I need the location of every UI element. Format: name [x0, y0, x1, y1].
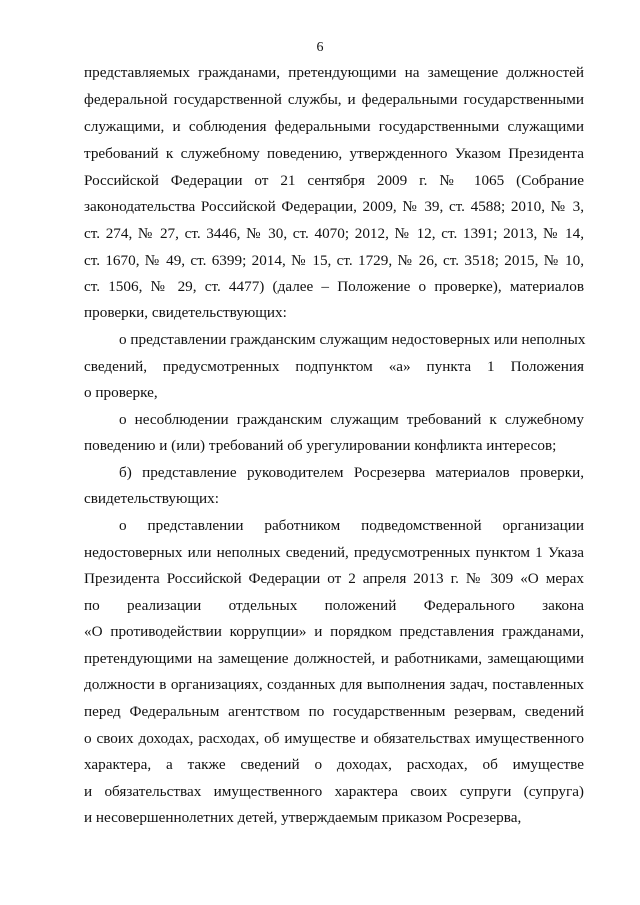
text-line: свидетельствующих:	[84, 490, 219, 507]
text-line: ст. 1506, № 29, ст. 4477) (далее – Положение о проверке), материалов	[84, 278, 584, 295]
page-number: 6	[316, 40, 324, 55]
text-line: и обязательствах имущественного характера своих супруги (супруга)	[84, 783, 584, 800]
text-line: о представлении работником подведомственной организации	[119, 517, 584, 534]
text-line: по реализации отдельных положений Федерального закона	[84, 597, 584, 614]
text-line: сведений, предусмотренных подпунктом «а» пункта 1 Положения	[84, 358, 584, 375]
text-line: перед Федеральным агентством по государственным резервам, сведений	[84, 703, 584, 720]
text-line: федеральной государственной службы, и федеральными государственными	[84, 91, 584, 108]
text-line: о несоблюдении гражданским служащим требований к служебному	[119, 411, 584, 428]
text-line: претендующими на замещение должностей, и работниками, замещающими	[84, 650, 584, 667]
text-line: о своих доходах, расходах, об имуществе и обязательствах имущественного	[84, 730, 584, 747]
text-line: служащими, и соблюдения федеральными государственными служащими	[84, 118, 584, 135]
text-line: «О противодействии коррупции» и порядком представления гражданами,	[84, 623, 584, 640]
text-line: проверки, свидетельствующих:	[84, 304, 287, 321]
text-line: о представлении гражданским служащим недостоверных или неполных	[119, 331, 586, 348]
text-line: законодательства Российской Федерации, 2009, № 39, ст. 4588; 2010, № 3,	[84, 198, 584, 215]
text-line: требований к служебному поведению, утвержденного Указом Президента	[84, 145, 584, 162]
text-line: Президента Российской Федерации от 2 апреля 2013 г. № 309 «О мерах	[84, 570, 584, 587]
text-line: представляемых гражданами, претендующими на замещение должностей	[84, 64, 584, 81]
text-line: и несовершеннолетних детей, утверждаемым приказом Росрезерва,	[84, 809, 522, 826]
text-line: поведению и (или) требований об урегулировании конфликта интересов;	[84, 437, 557, 454]
text-line: Российской Федерации от 21 сентября 2009 г. № 1065 (Собрание	[84, 172, 584, 189]
text-line: ст. 1670, № 49, ст. 6399; 2014, № 15, ст. 1729, № 26, ст. 3518; 2015, № 10,	[84, 252, 584, 269]
text-line: о проверке,	[84, 384, 158, 401]
text-line: б) представление руководителем Росрезерва материалов проверки,	[119, 464, 584, 481]
text-line: недостоверных или неполных сведений, предусмотренных пунктом 1 Указа	[84, 544, 584, 561]
text-line: должности в организациях, созданных для выполнения задач, поставленных	[84, 676, 584, 693]
text-line: характера, а также сведений о доходах, расходах, об имуществе	[84, 756, 584, 773]
text-line: ст. 274, № 27, ст. 3446, № 30, ст. 4070; 2012, № 12, ст. 1391; 2013, № 14,	[84, 225, 584, 242]
